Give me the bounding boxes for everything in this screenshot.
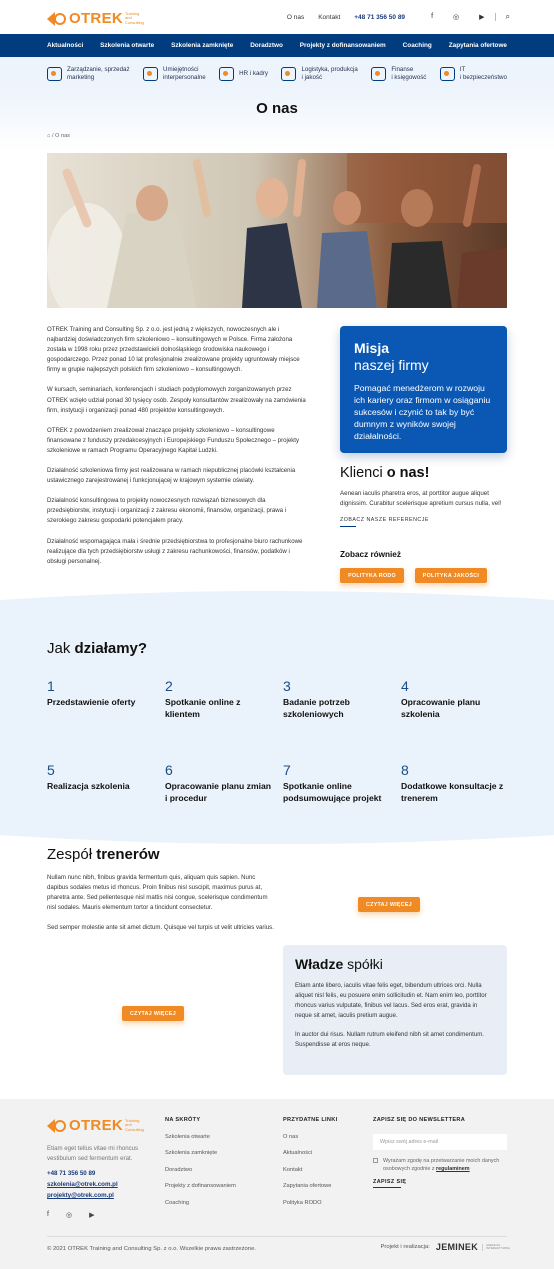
terms-link[interactable]: regulaminem bbox=[436, 1166, 470, 1172]
people-icon bbox=[143, 67, 158, 81]
nav-doradztwo[interactable]: Doradztwo bbox=[250, 42, 283, 49]
facebook-icon[interactable]: f bbox=[431, 13, 434, 20]
logo-subtitle: Training and Consulting bbox=[125, 10, 144, 25]
read-more-button[interactable]: CZYTAJ WIĘCEJ bbox=[122, 1006, 184, 1021]
quality-policy-button[interactable]: POLITYKA JAKOŚCI bbox=[415, 568, 487, 583]
footer-link[interactable]: Projekty z dofinansowaniem bbox=[165, 1183, 236, 1189]
nav-zapytania[interactable]: Zapytania ofertowe bbox=[448, 42, 507, 49]
footer-heading: ZAPISZ SIĘ DO NEWSLETTERA bbox=[373, 1117, 466, 1123]
globe-icon bbox=[440, 67, 455, 81]
nav-projekty[interactable]: Projekty z dofinansowaniem bbox=[299, 42, 386, 49]
footer-link[interactable]: Coaching bbox=[165, 1199, 190, 1206]
newsletter-submit-button[interactable]: ZAPISZ SIĘ bbox=[373, 1179, 407, 1185]
footer-description: Etiam eget tellus vitae mi rhoncus vestibulum sed fermentum erat. bbox=[47, 1145, 139, 1162]
step-item: 1 Przedstawienie oferty bbox=[47, 678, 136, 707]
footer-link[interactable]: Szkolenia otwarte bbox=[165, 1133, 210, 1140]
category-finanse[interactable]: Finanse i księgowość bbox=[371, 66, 426, 82]
footer-link[interactable]: Kontakt bbox=[283, 1166, 303, 1173]
category-bar bbox=[0, 57, 554, 91]
trainers-text: Nullam nunc nibh, finibus gravida fermentum quis, aliquam quis sapien. Nunc dapibus sodales metus id rhoncus. Proin finibus nisl suscipit, maximus purus at, pharetra ante. Sed pellentesque nisl mattis nisi congue, scelerisque condimentum nisl sodales. Mauris elementum tortor a tincidunt consectetur. bbox=[47, 874, 268, 912]
about-paragraph: Działalność konsultingowa to projekty nowoczesnych rozwiązań biznesowych dla przedsiębiorstw, instytucji i organizacji z zakresu ekonomii, finansów, organizacji, prawa i szerokiego zakresu gospodarki potencjałem pracy. bbox=[47, 497, 287, 525]
youtube-icon[interactable]: ▶ bbox=[479, 14, 485, 21]
nav-szkolenia-zamkniete[interactable]: Szkolenia zamknięte bbox=[171, 42, 234, 49]
breadcrumb bbox=[47, 133, 70, 139]
category-logistyka[interactable]: Logistyka, produkcja i jakość bbox=[281, 66, 357, 82]
mission-title: Misja bbox=[354, 340, 390, 356]
logo[interactable] bbox=[47, 10, 147, 27]
breadcrumb-current: / O nas bbox=[50, 133, 70, 139]
about-paragraph: Działalność szkoleniowa firmy jest realizowana w ramach niepublicznej placówki kształcenia ustawicznego zarejestrowanej i funkcjonującej w krajowym systemie oświaty. bbox=[47, 467, 296, 485]
top-links bbox=[273, 12, 510, 22]
header-phone[interactable]: +48 71 356 50 89 bbox=[354, 13, 406, 21]
management-title: Władze spółki bbox=[295, 956, 383, 972]
about-paragraph: W kursach, seminariach, konferencjach i studiach podyplomowych zorganizowanych przez OTREK wzięło udział ponad 30 tysięcy osób. Zespoły konsultantów zrealizowały na zamówienia firm, instytucji i organizacji ponad 480 projektów konsultingowych. bbox=[47, 386, 306, 414]
trainers-section bbox=[47, 846, 277, 933]
footer-heading: NA SKRÓTY bbox=[165, 1117, 201, 1123]
home-icon[interactable]: ⌂ bbox=[47, 133, 51, 139]
step-item: 3 Badanie potrzeb szkoleniowych bbox=[283, 678, 350, 719]
agency-credit: Projekt i realizacja: JEMINEK AGENCJA INTERAKTYWNA bbox=[380, 1242, 510, 1252]
newsletter-email-input[interactable]: Wpisz swój adres e-mail bbox=[373, 1134, 507, 1150]
link-underline bbox=[373, 1187, 401, 1188]
footer bbox=[0, 1099, 554, 1269]
top-link-kontakt[interactable]: Kontakt bbox=[318, 13, 341, 21]
nav-coaching[interactable]: Coaching bbox=[402, 42, 432, 49]
footer-social bbox=[47, 1211, 94, 1219]
footer-link[interactable]: Polityka RODO bbox=[283, 1199, 322, 1206]
instagram-icon[interactable]: ◎ bbox=[65, 1212, 73, 1219]
divider bbox=[495, 13, 496, 21]
factory-icon bbox=[281, 67, 296, 81]
management-text: Etiam ante libero, iaculis vitae felis eget, bibendum ultrices orci. Nulla aliquet nisl felis, eu posuere enim sollicitudin et. Nam enim leo, porttitor rhoncus varius vulputate, finibus vel lacus. Sed eros erat, gravida in neque sit amet, iaculis pretium augue. bbox=[295, 982, 487, 1020]
rodo-policy-button[interactable]: POLITYKA RODO bbox=[340, 568, 404, 583]
footer-divider bbox=[47, 1236, 507, 1237]
youtube-icon[interactable]: ▶ bbox=[89, 1212, 95, 1219]
footer-brand bbox=[47, 1117, 152, 1201]
title-band bbox=[0, 91, 554, 151]
search-icon[interactable]: ⌕ bbox=[505, 12, 510, 21]
logo-icon bbox=[47, 1119, 67, 1133]
footer-phone[interactable]: +48 71 356 50 89 bbox=[47, 1170, 96, 1177]
category-umiejetnosci[interactable]: Umiejętności interpersonalne bbox=[143, 66, 206, 82]
trainers-text: Sed semper molestie ante sit amet dictum. Quisque vel turpis ut velit ultricies varius. bbox=[47, 924, 274, 932]
trainers-title: Zespół trenerów bbox=[47, 846, 160, 863]
top-link-o-nas[interactable]: O nas bbox=[286, 13, 305, 21]
copyright: © 2021 OTREK Training and Consulting Sp. z o.o. Wszelkie prawa zastrzeżone. bbox=[47, 1246, 256, 1252]
footer-shortcuts bbox=[165, 1117, 236, 1206]
category-zarzadzanie[interactable]: Zarządzanie, sprzedaż marketing bbox=[47, 66, 130, 82]
see-also-title: Zobacz również bbox=[340, 550, 401, 559]
wave-divider bbox=[0, 823, 554, 847]
how-we-work-section bbox=[0, 600, 554, 835]
cart-icon bbox=[47, 67, 62, 81]
footer-link[interactable]: Szkolenia zamknięte bbox=[165, 1150, 218, 1156]
about-paragraph: OTREK Training and Consulting Sp. z o.o. jest jedną z większych, nowoczesnych ale i najbardziej doświadczonych firm szkoleniowo – konsultingowych w Polsce. Firma założona została w 1998 roku przez przedstawicieli dolnośląskiego środowiska naukowego i gospodarczego. Przez ponad 10 lat profesjonalnie zrealizowane projekty ugruntowały miejsce firmy w grupie najlepszych polskich firm szkoleniowo – konsultingowych. bbox=[47, 326, 300, 374]
about-paragraph: Działalność wspomagająca mała i średnie przedsiębiorstwa to profesjonalne biuro rachunkowe realizujące dla tych przedsiębiorstw usługi z zakresu rachunkowości, finansów, podatków i obsługi personalnej. bbox=[47, 537, 303, 565]
footer-link[interactable]: Aktualności bbox=[283, 1150, 313, 1156]
user-card-icon bbox=[219, 67, 234, 81]
agency-subtitle: AGENCJA INTERAKTYWNA bbox=[482, 1244, 507, 1251]
management-text: In auctor dui risus. Nullam rutrum eleifend nibh sit amet condimentum. Suspendisse at eros neque. bbox=[295, 1031, 484, 1049]
agency-logo[interactable]: JEMINEK bbox=[435, 1242, 478, 1252]
footer-link[interactable]: Zapytania ofertowe bbox=[283, 1183, 332, 1189]
mission-card bbox=[340, 326, 507, 453]
clients-text: Aenean iaculis pharetra eros, at porttitor augue aliquet dignissim. Curabitur scelerisque apretium cursus nulla, vel! bbox=[340, 490, 502, 507]
about-paragraph: OTREK z powodzeniem zrealizował znaczące projekty szkoleniowo – konsultingowe finansowane z funduszy przedakcesyjnych i Europejskiego Funduszu Społecznego – projekty szkoleniowe w ramach Programu Operacyjnego Kapitał Ludzki. bbox=[47, 426, 300, 454]
logo-text: OTREK bbox=[69, 10, 123, 27]
instagram-icon[interactable]: ◎ bbox=[453, 14, 460, 21]
management-card bbox=[283, 945, 507, 1075]
main-nav bbox=[0, 34, 554, 57]
references-link[interactable]: ZOBACZ NASZE REFERENCJE bbox=[340, 517, 429, 523]
nav-szkolenia-otwarte[interactable]: Szkolenia otwarte bbox=[100, 42, 155, 49]
about-text bbox=[47, 325, 310, 577]
wave-divider bbox=[0, 588, 554, 612]
page-title: O nas bbox=[256, 100, 298, 117]
footer-link[interactable]: O nas bbox=[283, 1133, 299, 1140]
mission-subtitle: naszej firmy bbox=[354, 357, 429, 373]
footer-heading: PRZYDATNE LINKI bbox=[283, 1117, 338, 1123]
category-it[interactable]: IT i bezpieczeństwo bbox=[440, 66, 507, 82]
footer-email[interactable]: projekty@otrek.com.pl bbox=[47, 1192, 114, 1199]
step-item: 4 Opracowanie planu szkolenia bbox=[401, 678, 481, 719]
how-we-work-title: Jak działamy? bbox=[47, 640, 148, 657]
top-bar bbox=[0, 0, 554, 34]
facebook-icon[interactable]: f bbox=[47, 1211, 49, 1218]
read-more-button[interactable]: CZYTAJ WIĘCEJ bbox=[358, 897, 420, 912]
footer-useful-links bbox=[283, 1117, 337, 1206]
nav-aktualnosci[interactable]: Aktualności bbox=[47, 42, 84, 49]
step-item: 5 Realizacja szkolenia bbox=[47, 762, 130, 791]
hero-photo-illustration bbox=[47, 153, 507, 308]
category-hr[interactable]: HR i kadry bbox=[219, 67, 268, 81]
link-underline bbox=[340, 526, 356, 527]
footer-newsletter bbox=[373, 1117, 507, 1188]
consent-checkbox[interactable] bbox=[373, 1158, 378, 1163]
newsletter-consent: Wyrażam zgodę na przetwarzanie moich danych osobowych zgodnie z regulaminem bbox=[373, 1157, 507, 1173]
clients-section bbox=[340, 465, 507, 527]
footer-logo[interactable]: OTREK Training and Consulting bbox=[47, 1117, 152, 1134]
step-item: 7 Spotkanie online podsumowujące projekt bbox=[283, 762, 382, 803]
clients-title: Klienci o nas! bbox=[340, 465, 430, 481]
header-social bbox=[417, 13, 484, 21]
step-item: 2 Spotkanie online z klientem bbox=[165, 678, 241, 719]
mission-text: Pomagać menedżerom w rozwoju ich kariery oraz firmom w osiąganiu sukcesów i czynić to tak by być dumnym z wyników swojej działalności. bbox=[354, 383, 491, 441]
footer-email[interactable]: szkolenia@otrek.com.pl bbox=[47, 1181, 118, 1188]
step-item: 8 Dodatkowe konsultacje z trenerem bbox=[401, 762, 504, 803]
document-icon bbox=[371, 67, 386, 81]
hero-image bbox=[47, 153, 507, 308]
step-item: 6 Opracowanie planu zmian i procedur bbox=[165, 762, 272, 803]
logo-icon bbox=[47, 12, 67, 26]
footer-link[interactable]: Doradztwo bbox=[165, 1166, 193, 1173]
